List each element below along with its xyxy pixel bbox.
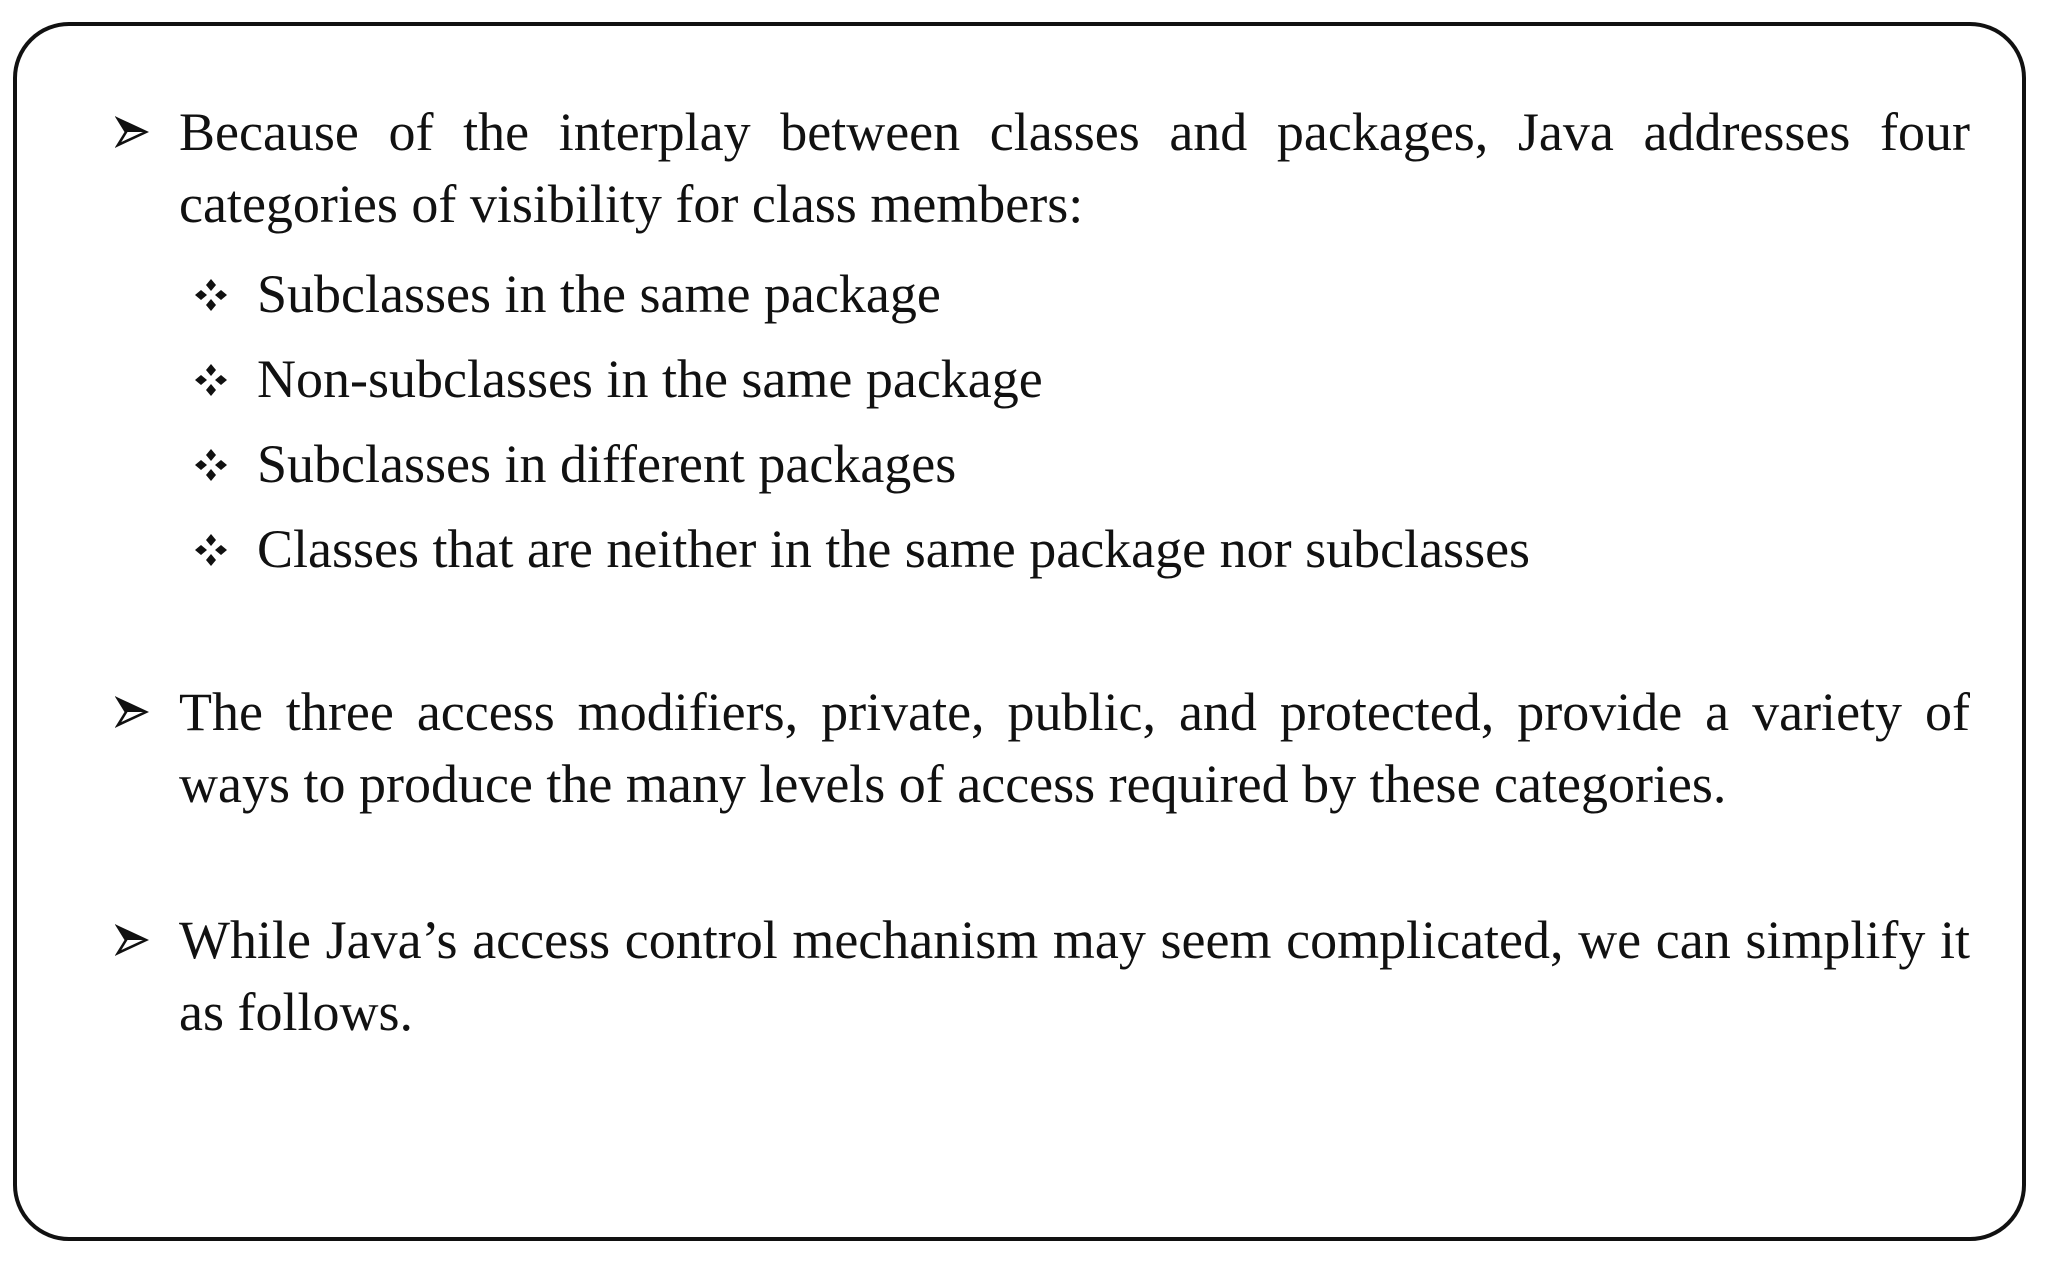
list-item-text: Subclasses in different packages	[257, 434, 957, 494]
arrowhead-bullet-icon	[110, 676, 154, 748]
list-item	[179, 422, 1970, 507]
four-diamond-bullet-icon	[189, 422, 233, 507]
bullet-point	[110, 904, 1970, 1048]
arrowhead-bullet-icon	[110, 904, 154, 976]
bullet-text: The three access modifiers, private, public, and protected, provide a variety of ways to produce the many levels of access required by these categories.	[179, 682, 1970, 814]
slide-content	[110, 96, 1970, 1048]
slide-frame	[13, 22, 2026, 1241]
bullet-point	[110, 676, 1970, 820]
list-item	[179, 252, 1970, 337]
list-item	[179, 507, 1970, 592]
list-item	[179, 337, 1970, 422]
visibility-category-list	[179, 252, 1970, 592]
list-item-text: Subclasses in the same package	[257, 264, 941, 324]
list-item-text: Non-subclasses in the same package	[257, 349, 1043, 409]
bullet-text: While Java’s access control mechanism may seem complicated, we can simplify it as follows.	[179, 910, 1970, 1042]
four-diamond-bullet-icon	[189, 337, 233, 422]
arrowhead-bullet-icon	[110, 96, 154, 168]
four-diamond-bullet-icon	[189, 252, 233, 337]
four-diamond-bullet-icon	[189, 507, 233, 592]
bullet-text: Because of the interplay between classes and packages, Java addresses four categories of visibility for class members:	[179, 102, 1970, 234]
list-item-text: Classes that are neither in the same package nor subclasses	[257, 519, 1531, 579]
bullet-point	[110, 96, 1970, 592]
